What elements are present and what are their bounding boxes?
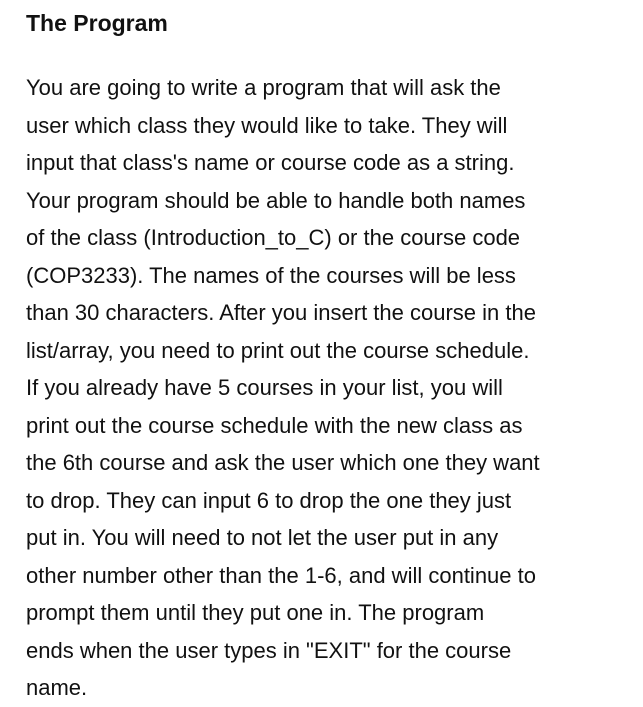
- paragraph-line: If you already have 5 courses in your list, you will: [26, 375, 503, 400]
- paragraph-line: than 30 characters. After you insert the course in the: [26, 300, 536, 325]
- paragraph-line: to drop. They can input 6 to drop the one they just: [26, 487, 512, 513]
- body-paragraph: [26, 69, 626, 707]
- paragraph-line: input that class's name or course code as a string.: [26, 150, 515, 175]
- paragraph-line: name.: [26, 675, 88, 700]
- paragraph-line: put in. You will need to not let the user put in any: [26, 525, 499, 550]
- paragraph-line: print out the course schedule with the new class as: [26, 412, 523, 438]
- paragraph-line: You are going to write a program that will ask the: [26, 75, 501, 100]
- paragraph-line: the 6th course and ask the user which one they want: [26, 450, 540, 475]
- paragraph-line: list/array, you need to print out the course schedule.: [26, 337, 530, 363]
- section-heading: The Program: [26, 10, 168, 36]
- paragraph-line: user which class they would like to take. They will: [26, 112, 508, 138]
- paragraph-line: other number other than the 1-6, and will continue to: [26, 562, 536, 588]
- paragraph-line: Your program should be able to handle both names: [26, 187, 526, 213]
- document-page: [26, 0, 626, 707]
- paragraph-line: of the class (Introduction_to_C) or the course code: [26, 225, 521, 250]
- paragraph-line: ends when the user types in "EXIT" for the course: [26, 637, 512, 663]
- paragraph-line: prompt them until they put one in. The program: [26, 600, 485, 625]
- paragraph-line: (COP3233). The names of the courses will be less: [26, 262, 516, 288]
